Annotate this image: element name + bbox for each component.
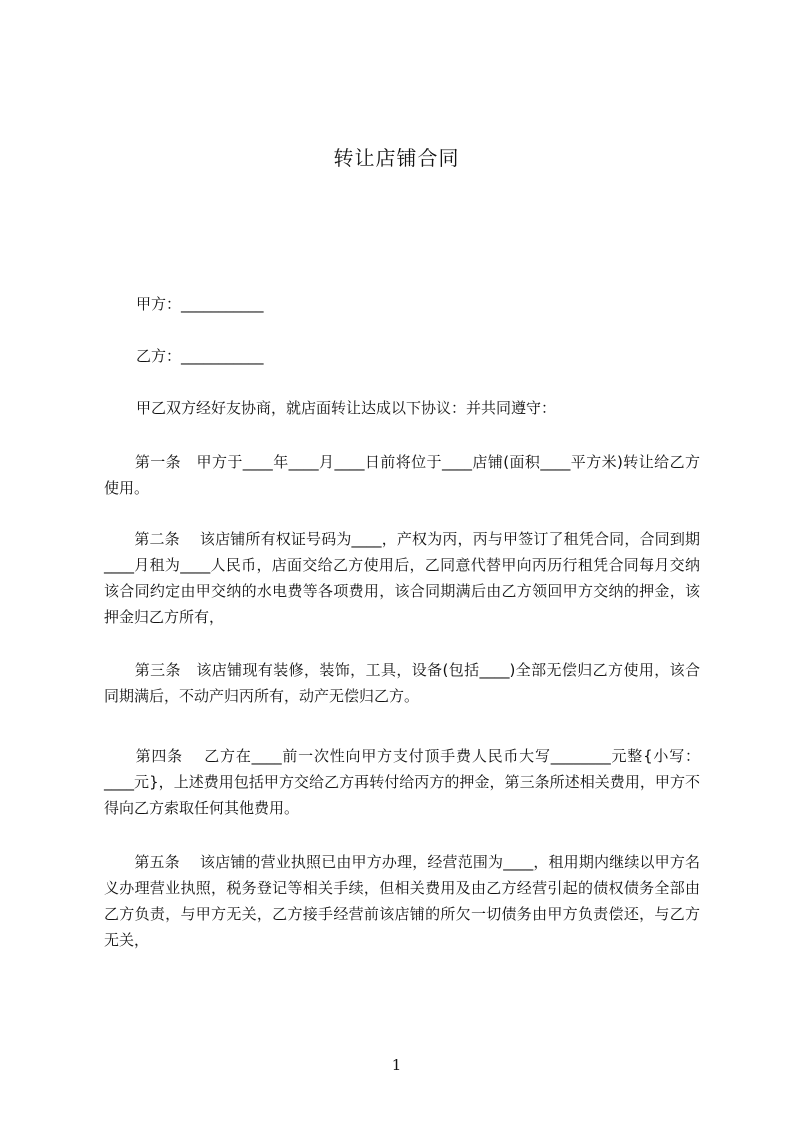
clause-1: 第一条 甲方于____年____月____日前将位于____店铺(面积____平方米)转让给乙方使用。 — [104, 453, 700, 497]
intro-paragraph: 甲乙双方经好友协商，就店面转让达成以下协议：并共同遵守： — [136, 399, 557, 417]
clause-2: 第二条 该店铺所有权证号码为____，产权为丙，丙与甲签订了租凭合同，合同到期____月租为____人民币，店面交给乙方使用后，乙同意代替甲向丙历行租凭合同每月交纳该合同约定由甲交纳的水电费等各项费用，该合同期满后由乙方领回甲方交纳的押金，该押金归乙方所有， — [104, 530, 700, 626]
page-number: 1 — [391, 1056, 402, 1074]
contract-title: 转让店铺合同 — [333, 146, 460, 170]
clause-5: 第五条 该店铺的营业执照已由甲方办理，经营范围为____，租用期内继续以甲方名义办理营业执照，税务登记等相关手续，但相关费用及由乙方经营引起的债权债务全部由乙方负责，与甲方无关，乙方接手经营前该店铺的所欠一切债务由甲方负责偿还，与乙方无关， — [104, 853, 700, 949]
clause-3: 第三条 该店铺现有装修，装饰，工具，设备(包括____)全部无偿归乙方使用，该合同期满后，不动产归丙所有，动产无偿归乙方。 — [104, 661, 700, 705]
party-a-line: 甲方：___________ — [136, 295, 264, 313]
clause-4: 第四条 乙方在____前一次性向甲方支付顶手费人民币大写________元整{小写：____元}，上述费用包括甲方交给乙方再转付给丙方的押金，第三条所述相关费用，甲方不得向乙方索取任何其他费用。 — [104, 747, 700, 817]
party-b-line: 乙方：___________ — [136, 347, 264, 365]
